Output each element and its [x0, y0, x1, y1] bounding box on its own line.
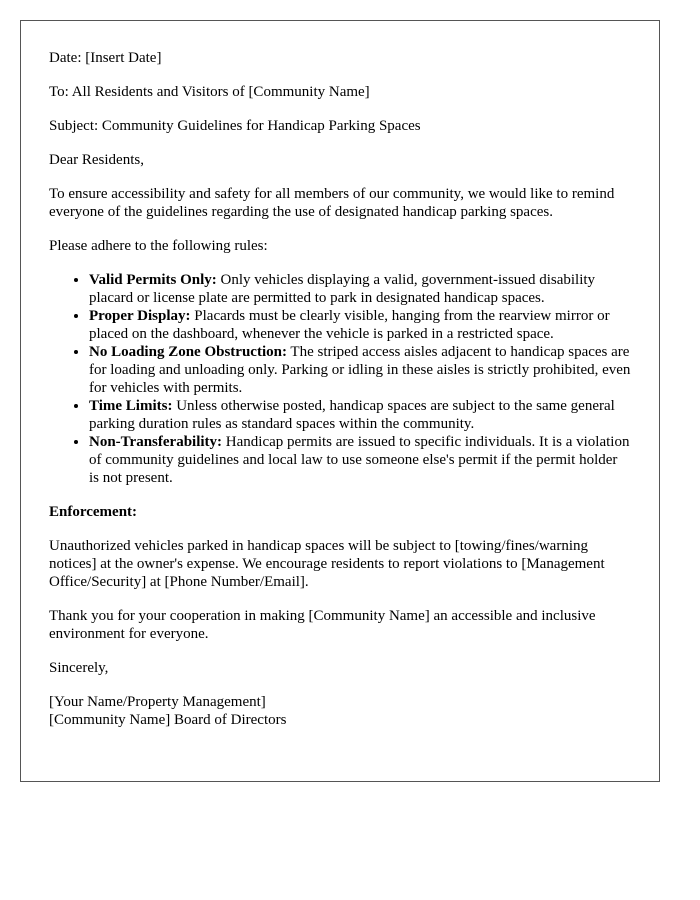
rule-title: No Loading Zone Obstruction:	[89, 344, 287, 360]
rule-text: The striped access aisles adjacent to handicap spaces are for loading and unloading only. Parking or idling in these aisles is strictly prohibited, even for vehicles with permits.	[89, 344, 631, 396]
thanks-paragraph: Thank you for your cooperation in making [Community Name] an accessible and inclusive environment for everyone.	[49, 608, 596, 642]
intro-paragraph: To ensure accessibility and safety for all members of our community, we would like to remind everyone of the guidelines regarding the use of designated handicap parking spaces.	[49, 186, 615, 220]
signature-line: [Community Name] Board of Directors	[49, 712, 287, 728]
rules-list	[49, 271, 631, 487]
rule-text: Handicap permits are issued to specific individuals. It is a violation of community guidelines and local law to use someone else's permit if the permit holder is not present.	[89, 434, 630, 486]
rule-item	[89, 343, 631, 397]
closing: Sincerely,	[49, 660, 109, 676]
subject-line: Subject: Community Guidelines for Handicap Parking Spaces	[49, 118, 421, 134]
enforcement-heading: Enforcement:	[49, 504, 138, 520]
enforcement-paragraph: Unauthorized vehicles parked in handicap spaces will be subject to [towing/fines/warning notices] at the owner's expense. We encourage residents to report violations to [Management Office/Security] at [Phone Number/Email].	[49, 538, 605, 590]
rule-text: Unless otherwise posted, handicap spaces are subject to the same general parking duration rules as standard spaces within the community.	[89, 398, 615, 432]
rule-item	[89, 433, 631, 487]
signature-line: [Your Name/Property Management]	[49, 694, 266, 710]
rule-text: Placards must be clearly visible, hanging from the rearview mirror or placed on the dashboard, whenever the vehicle is parked in a restricted space.	[89, 308, 610, 342]
rule-item	[89, 307, 631, 343]
salutation: Dear Residents,	[49, 152, 144, 168]
rules-intro: Please adhere to the following rules:	[49, 238, 268, 254]
rule-item	[89, 397, 631, 433]
rule-item	[89, 271, 631, 307]
signature-block	[49, 693, 631, 729]
date-line: Date: [Insert Date]	[49, 50, 162, 66]
rule-title: Proper Display:	[89, 308, 191, 324]
recipient-line: To: All Residents and Visitors of [Community Name]	[49, 84, 370, 100]
rule-title: Valid Permits Only:	[89, 272, 217, 288]
rule-title: Non-Transferability:	[89, 434, 223, 450]
letter-document	[20, 20, 660, 782]
rule-title: Time Limits:	[89, 398, 173, 414]
rule-text: Only vehicles displaying a valid, government-issued disability placard or license plate are permitted to park in designated handicap spaces.	[89, 272, 596, 306]
